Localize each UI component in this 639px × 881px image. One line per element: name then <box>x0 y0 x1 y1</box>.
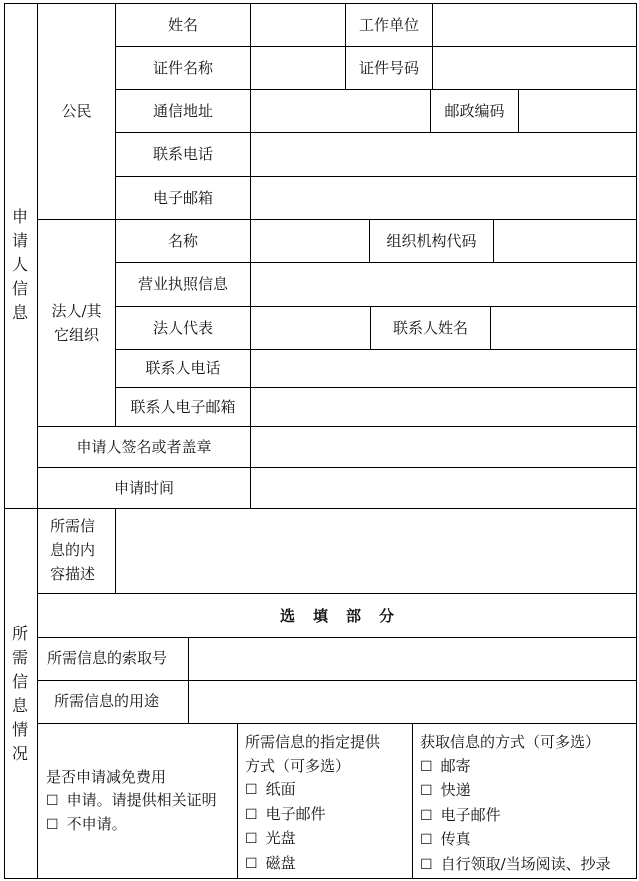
contact-name-field[interactable] <box>491 307 636 349</box>
citizen-name-field[interactable] <box>251 4 345 46</box>
option-label: 邮寄 <box>440 756 471 775</box>
fee-reduction-title: 是否申请减免费用 <box>46 768 167 786</box>
section-label-char: 所 <box>11 624 28 643</box>
provide-option-email[interactable] <box>245 803 380 828</box>
index-no-field[interactable] <box>189 638 636 680</box>
obtain-method-title: 获取信息的方式（可多选） <box>420 733 601 751</box>
citizen-address-label: 通信地址 <box>152 101 213 120</box>
checkbox-icon[interactable]: ☐ <box>420 807 433 824</box>
legal-name-field[interactable] <box>251 220 369 262</box>
section-label-char: 申 <box>11 207 28 226</box>
section-label-char: 息 <box>11 696 28 715</box>
checkbox-icon[interactable]: ☐ <box>420 783 433 799</box>
obtain-option-mail[interactable] <box>420 755 611 780</box>
citizen-postal-code-field[interactable] <box>519 90 636 132</box>
citizen-work-unit-label: 工作单位 <box>358 15 419 34</box>
description-label-line: 容描述 <box>50 565 96 583</box>
checkbox-icon[interactable]: ☐ <box>46 817 59 833</box>
obtain-option-email[interactable] <box>420 804 611 829</box>
contact-phone-label: 联系人电话 <box>145 359 221 377</box>
border-left <box>4 3 5 879</box>
provide-method-title: 所需信息的指定提供 <box>245 733 381 751</box>
citizen-id-number-field[interactable] <box>433 47 636 89</box>
citizen-address-field[interactable] <box>251 90 430 132</box>
purpose-field[interactable] <box>189 681 636 723</box>
legal-group-label-line: 法人/其 <box>51 301 102 320</box>
fee-apply-option[interactable] <box>46 789 217 813</box>
option-label: 传真 <box>440 830 471 848</box>
purpose-label: 所需信息的用途 <box>54 692 160 710</box>
fee-reduction-block <box>46 766 217 837</box>
legal-group-label-line: 它组织 <box>53 325 99 344</box>
citizen-group-label: 公民 <box>61 102 92 120</box>
border-right <box>636 3 637 879</box>
signature-label: 申请人签名或者盖章 <box>76 437 212 456</box>
org-code-field[interactable] <box>494 220 636 262</box>
citizen-email-label: 电子邮箱 <box>152 188 213 207</box>
citizen-email-field[interactable] <box>251 177 636 219</box>
checkbox-icon[interactable]: ☐ <box>245 855 258 872</box>
applicant-section-label <box>10 205 30 325</box>
citizen-phone-field[interactable] <box>251 133 636 176</box>
section-label-char: 息 <box>11 303 28 322</box>
provide-method-block <box>245 731 380 876</box>
index-no-label: 所需信息的索取号 <box>47 649 168 667</box>
obtain-option-fax[interactable] <box>420 828 611 853</box>
checkbox-icon[interactable]: ☐ <box>245 806 258 823</box>
citizen-work-unit-field[interactable] <box>433 4 636 46</box>
option-label: 纸面 <box>265 780 296 798</box>
legal-name-label: 名称 <box>167 231 198 250</box>
provide-method-title: 方式（可多选） <box>245 756 351 775</box>
option-label: 快递 <box>440 781 471 799</box>
description-label <box>50 514 114 586</box>
checkbox-icon[interactable]: ☐ <box>245 831 258 847</box>
contact-email-label: 联系人电子邮箱 <box>130 397 236 416</box>
description-field[interactable] <box>116 509 636 593</box>
org-code-label: 组织机构代码 <box>386 231 477 250</box>
citizen-id-number-label: 证件号码 <box>358 58 419 77</box>
obtain-option-express[interactable] <box>420 779 611 804</box>
citizen-postal-code-label: 邮政编码 <box>444 101 505 120</box>
business-license-field[interactable] <box>251 263 636 306</box>
description-label-line: 所需信 <box>50 517 96 535</box>
apply-time-field[interactable] <box>251 468 636 508</box>
provide-option-paper[interactable] <box>245 778 380 803</box>
provide-option-cd[interactable] <box>245 827 380 852</box>
contact-name-label: 联系人姓名 <box>392 318 468 337</box>
section-label-char: 人 <box>11 255 28 274</box>
section-label-char: 需 <box>11 648 28 667</box>
border-bottom <box>4 878 637 879</box>
option-label: 光盘 <box>265 829 296 847</box>
obtain-option-self-pickup[interactable] <box>420 853 611 878</box>
fee-decline-option[interactable] <box>46 813 217 837</box>
provide-option-disk[interactable] <box>245 852 380 877</box>
section-label-char: 请 <box>11 231 28 250</box>
info-section-label <box>10 622 30 766</box>
option-label: 电子邮件 <box>265 804 326 823</box>
row-line <box>37 723 637 724</box>
col-line <box>237 723 238 879</box>
description-label-line: 息的内 <box>50 541 96 559</box>
checkbox-icon[interactable]: ☐ <box>420 832 433 848</box>
citizen-phone-label: 联系电话 <box>152 145 213 163</box>
contact-phone-field[interactable] <box>251 350 636 387</box>
business-license-label: 营业执照信息 <box>137 275 228 293</box>
option-label: 申请。请提供相关证明 <box>66 791 217 809</box>
legal-group-label <box>38 219 115 426</box>
legal-rep-label: 法人代表 <box>152 318 213 337</box>
section-label-char: 信 <box>11 672 28 691</box>
citizen-name-label: 姓名 <box>167 15 198 34</box>
optional-section-header: 选填部分 <box>279 606 412 625</box>
section-label-char: 信 <box>11 279 28 298</box>
checkbox-icon[interactable]: ☐ <box>420 758 433 775</box>
checkbox-icon[interactable]: ☐ <box>46 793 59 809</box>
checkbox-icon[interactable]: ☐ <box>245 782 258 798</box>
checkbox-icon[interactable]: ☐ <box>420 856 433 873</box>
citizen-id-type-field[interactable] <box>251 47 345 89</box>
section-label-char: 情 <box>11 720 28 739</box>
section-label-char: 况 <box>11 744 28 763</box>
apply-time-label: 申请时间 <box>113 478 174 497</box>
col-line <box>412 723 413 879</box>
legal-rep-field[interactable] <box>251 307 370 349</box>
obtain-method-block <box>420 731 611 877</box>
contact-email-field[interactable] <box>251 388 636 426</box>
signature-field[interactable] <box>251 427 636 467</box>
option-label: 电子邮件 <box>440 805 501 824</box>
option-label: 不申请。 <box>66 815 127 833</box>
option-label: 自行领取/当场阅读、抄录 <box>440 854 611 873</box>
citizen-id-type-label: 证件名称 <box>152 58 213 77</box>
option-label: 磁盘 <box>265 853 296 872</box>
